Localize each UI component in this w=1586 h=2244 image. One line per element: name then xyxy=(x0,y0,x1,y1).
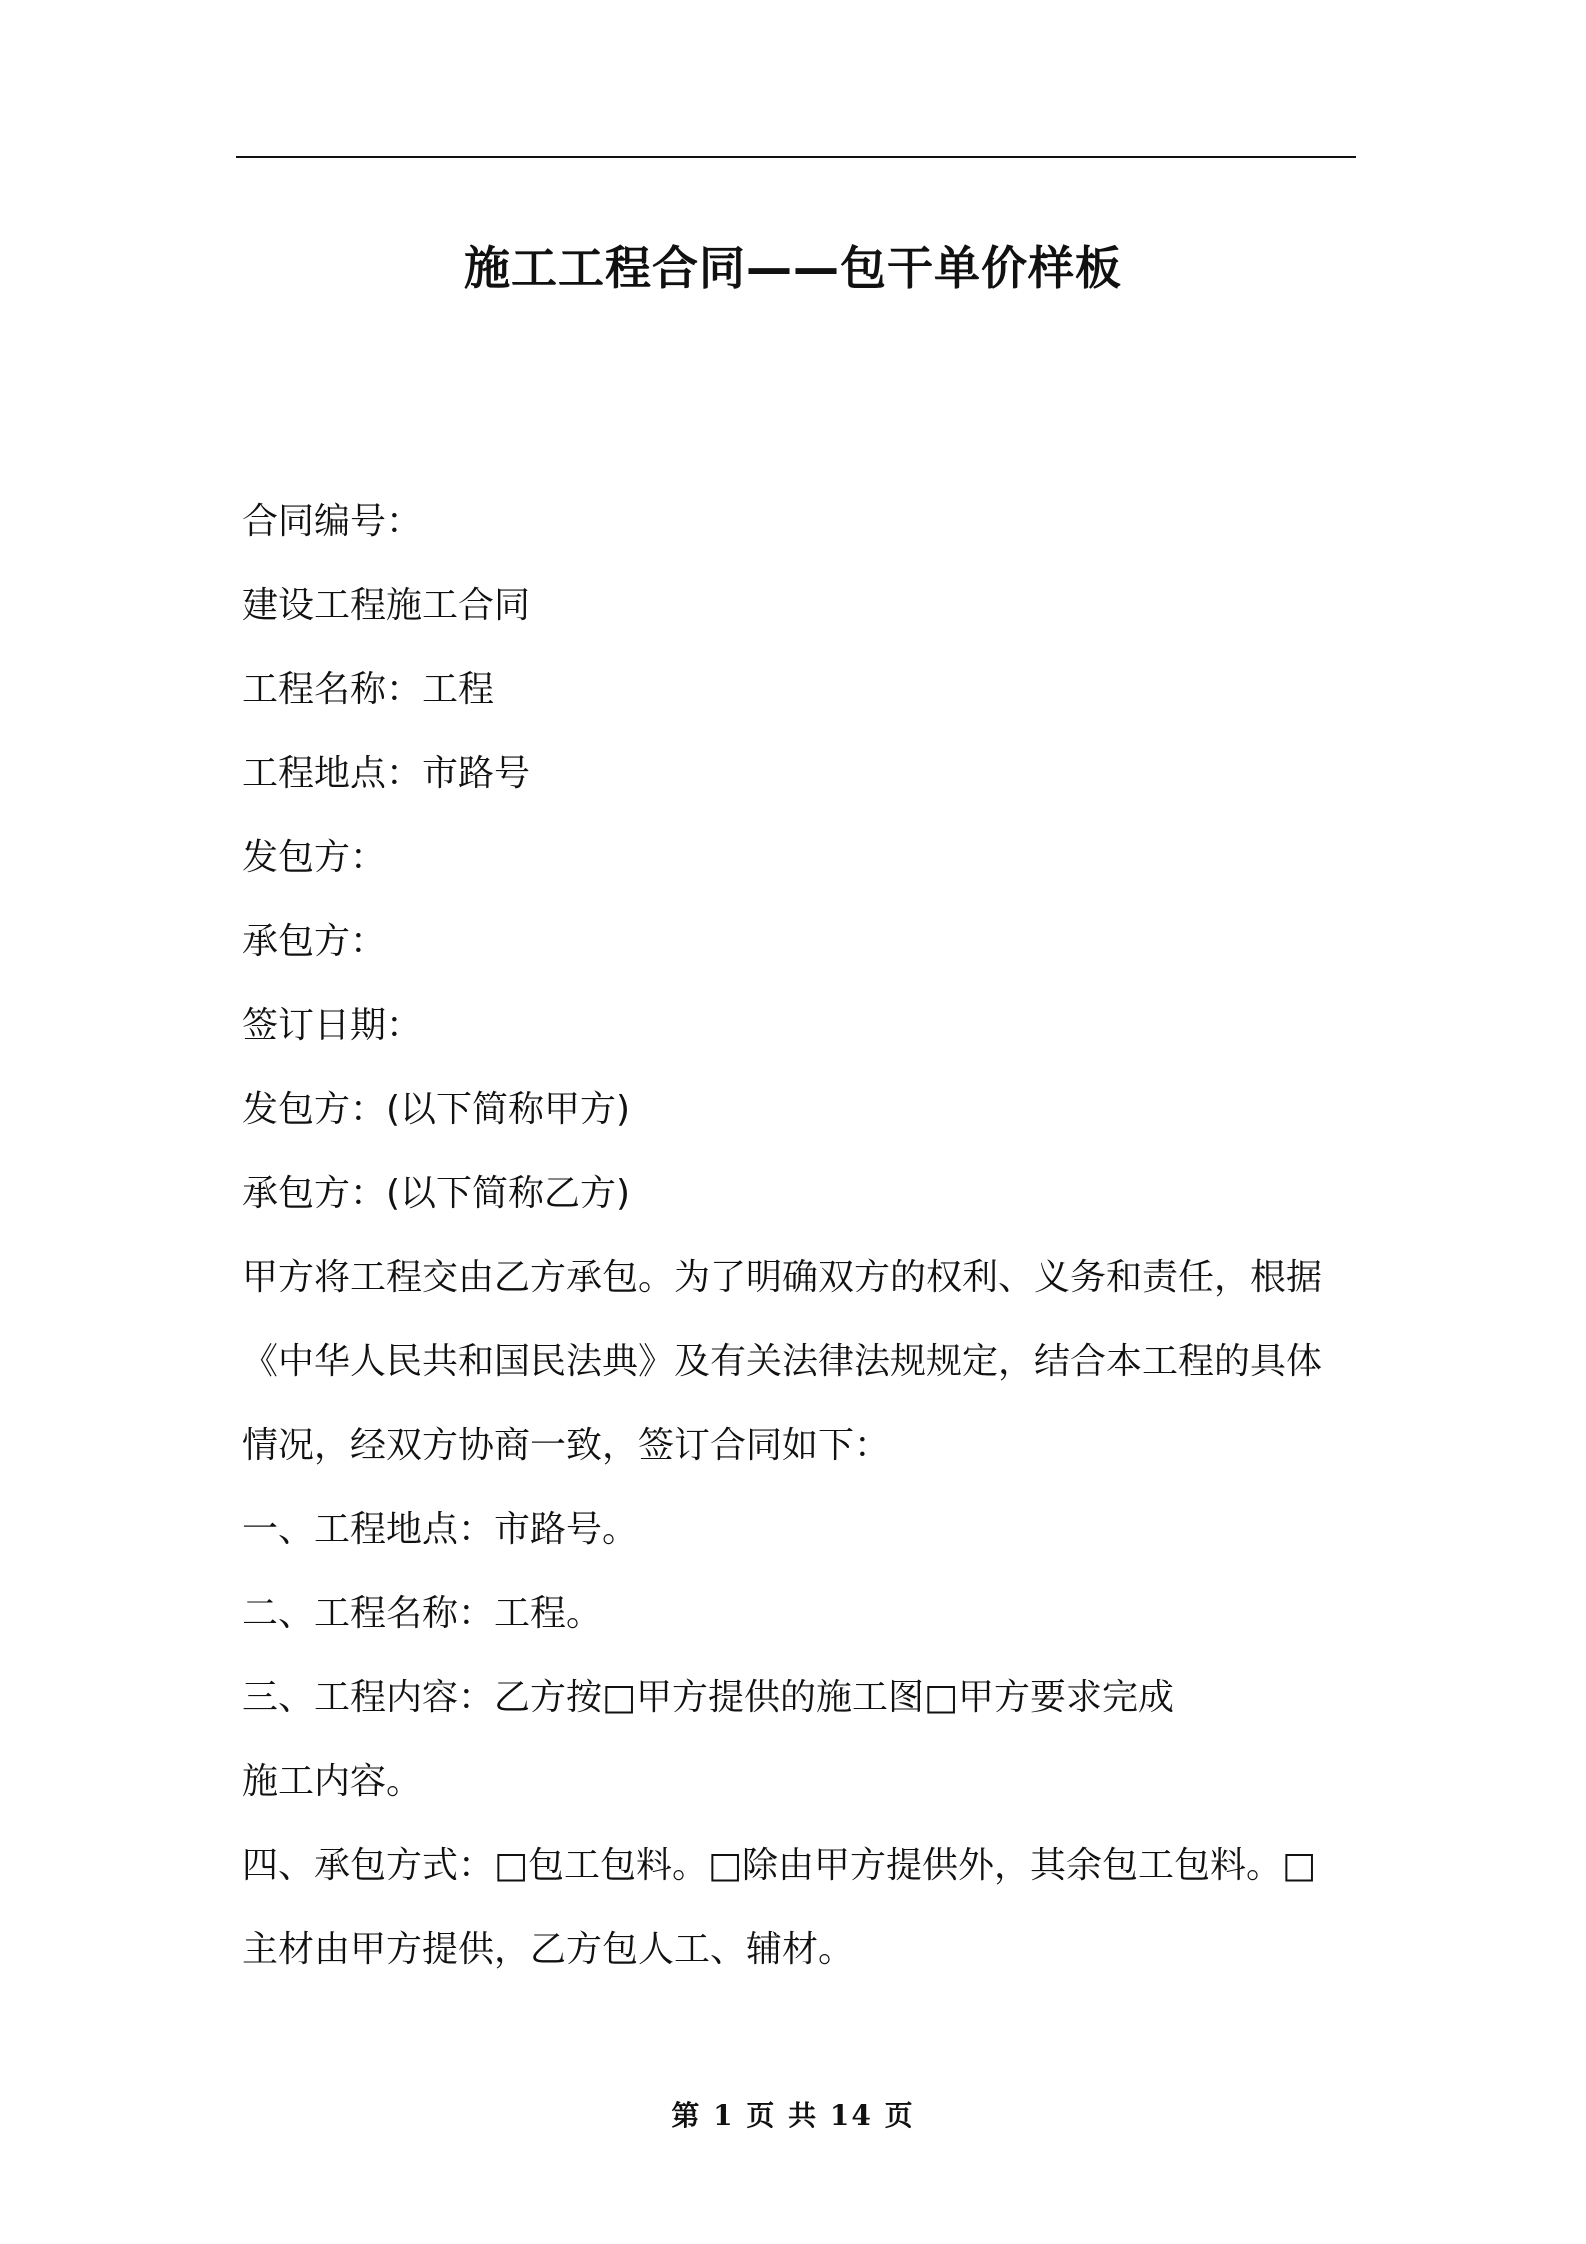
clause-3-content-cont: 施工内容。 xyxy=(242,1761,423,1802)
contract-number-line: 合同编号： xyxy=(242,501,423,542)
header-rule xyxy=(236,156,1356,158)
contractor-line: 承包方： xyxy=(242,921,387,962)
clause-4-method-cont: 主材由甲方提供，乙方包人工、辅材。 xyxy=(242,1929,855,1970)
party-a-line: 发包方：(以下简称甲方) xyxy=(242,1089,631,1130)
project-location-line: 工程地点：市路号 xyxy=(242,753,531,794)
employer-line: 发包方： xyxy=(242,837,387,878)
preamble-line-1: 甲方将工程交由乙方承包。为了明确双方的权利、义务和责任，根据 xyxy=(242,1257,1323,1298)
preamble-line-2: 《中华人民共和国民法典》及有关法律法规规定，结合本工程的具体 xyxy=(242,1341,1323,1382)
document-body xyxy=(242,492,1362,2004)
page-number: 第 1 页 共 14 页 xyxy=(671,2099,915,2132)
signing-date-line: 签订日期： xyxy=(242,1005,423,1046)
clause-4-method: 四、承包方式：□包工包料。□除由甲方提供外，其余包工包料。□ xyxy=(242,1845,1317,1886)
document-title: 施工工程合同——包干单价样板 xyxy=(464,240,1122,295)
party-b-line: 承包方：(以下简称乙方) xyxy=(242,1173,631,1214)
clause-1-location: 一、工程地点：市路号。 xyxy=(242,1509,639,1550)
clause-3-content: 三、工程内容：乙方按□甲方提供的施工图□甲方要求完成 xyxy=(242,1677,1175,1718)
project-name-line: 工程名称：工程 xyxy=(242,669,495,710)
contract-type-line: 建设工程施工合同 xyxy=(242,585,531,626)
preamble-line-3: 情况，经双方协商一致，签订合同如下： xyxy=(242,1425,891,1466)
clause-2-name: 二、工程名称：工程。 xyxy=(242,1593,603,1634)
